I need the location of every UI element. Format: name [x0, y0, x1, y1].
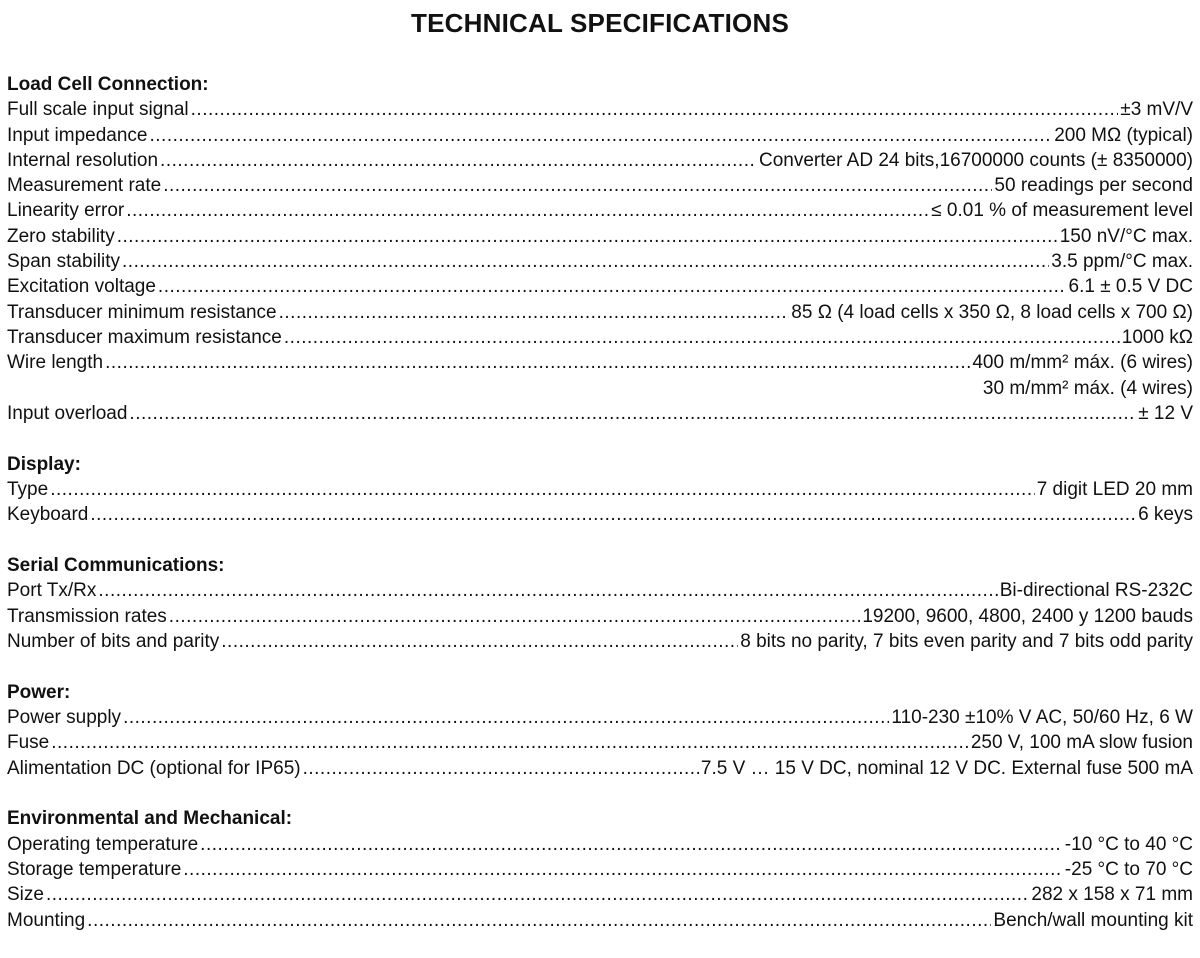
dot-leader	[105, 350, 970, 375]
spec-label: Span stability	[7, 251, 121, 273]
spec-value: 6 keys	[1138, 504, 1193, 526]
spec-label: Input overload	[7, 402, 128, 424]
section-heading: Environmental and Mechanical:	[7, 808, 293, 830]
dot-leader	[284, 325, 1120, 350]
spec-label: Keyboard	[7, 504, 89, 526]
spec-row-size	[7, 882, 1193, 907]
section-display	[7, 452, 1193, 528]
spec-value: Converter AD 24 bits,16700000 counts (± 8350000)	[759, 149, 1193, 171]
spec-value: 400 m/mm² máx. (6 wires)	[972, 352, 1193, 374]
spec-label: Mounting	[7, 909, 86, 931]
spec-value: 150 nV/°C max.	[1059, 225, 1193, 247]
spec-value: 1000 kΩ	[1121, 326, 1193, 348]
spec-content	[7, 72, 1193, 958]
spec-row-input-impedance	[7, 123, 1193, 148]
spec-row-internal-resolution	[7, 148, 1193, 173]
dot-leader	[279, 300, 790, 325]
spec-row-power-supply	[7, 705, 1193, 730]
spec-label: Number of bits and parity	[7, 630, 220, 652]
spec-value: 7.5 V … 15 V DC, nominal 12 V DC. External fuse 500 mA	[700, 757, 1193, 779]
dot-leader	[158, 274, 1067, 299]
dot-leader	[303, 756, 699, 781]
spec-label: Storage temperature	[7, 859, 182, 881]
spec-row-excitation-voltage	[7, 274, 1193, 299]
spec-value: 50 readings per second	[994, 175, 1193, 197]
spec-value: 19200, 9600, 4800, 2400 y 1200 bauds	[862, 605, 1193, 627]
spec-row-full-scale-input-signal	[7, 97, 1193, 122]
section-heading: Load Cell Connection:	[7, 74, 209, 95]
spec-label: Operating temperature	[7, 833, 199, 855]
spec-row-storage-temperature	[7, 857, 1193, 882]
spec-label: Linearity error	[7, 200, 125, 222]
spec-value: ±3 mV/V	[1120, 99, 1193, 121]
dot-leader	[129, 401, 1136, 426]
section-heading: Display:	[7, 453, 81, 475]
spec-label: Wire length	[7, 352, 104, 374]
spec-label: Size	[7, 884, 44, 906]
spec-value: 7 digit LED 20 mm	[1036, 478, 1193, 500]
section-environmental-mechanical	[7, 806, 1193, 932]
dot-leader	[90, 502, 1136, 527]
dot-leader	[122, 249, 1049, 274]
dot-leader	[46, 882, 1029, 907]
spec-value: -10 °C to 40 °C	[1064, 833, 1193, 855]
spec-row-keyboard	[7, 502, 1193, 527]
spec-value: 3.5 ppm/°C max.	[1051, 251, 1193, 273]
spec-label: Transmission rates	[7, 605, 167, 627]
spec-value: Bench/wall mounting kit	[993, 909, 1193, 931]
dot-leader	[150, 123, 1053, 148]
spec-row-measurement-rate	[7, 173, 1193, 198]
spec-label: Power supply	[7, 707, 122, 729]
section-heading: Serial Communications:	[7, 555, 225, 577]
spec-label: Measurement rate	[7, 175, 162, 197]
spec-value: 30 m/mm² máx. (4 wires)	[982, 377, 1193, 399]
dot-leader	[50, 477, 1035, 502]
dot-leader	[200, 832, 1063, 857]
spec-row-input-overload	[7, 401, 1193, 426]
spec-row-transmission-rates	[7, 604, 1193, 629]
spec-value: 8 bits no parity, 7 bits even parity and 7 bits odd parity	[740, 630, 1193, 652]
spec-row-linearity-error	[7, 198, 1193, 223]
spec-label: Full scale input signal	[7, 99, 189, 121]
spec-value: Bi-directional RS-232C	[999, 580, 1193, 602]
dot-leader	[51, 730, 969, 755]
dot-leader	[183, 857, 1063, 882]
spec-value: 85 Ω (4 load cells x 350 Ω, 8 load cells x 700 Ω)	[791, 301, 1193, 323]
dot-leader	[169, 604, 861, 629]
dot-leader	[191, 97, 1119, 122]
spec-row-wire-length	[7, 350, 1193, 375]
dot-leader	[87, 908, 991, 933]
section-load-cell-connection	[7, 72, 1193, 426]
dot-leader	[163, 173, 992, 198]
spec-label: Excitation voltage	[7, 276, 156, 298]
spec-label: Type	[7, 478, 49, 500]
dot-leader	[126, 198, 929, 223]
dot-leader	[123, 705, 889, 730]
spec-row-zero-stability	[7, 224, 1193, 249]
spec-value: 6.1 ± 0.5 V DC	[1068, 276, 1193, 298]
spec-value: 282 x 158 x 71 mm	[1031, 884, 1193, 906]
spec-value: 110-230 ±10% V AC, 50/60 Hz, 6 W	[891, 707, 1193, 729]
spec-row-transducer-minimum-resistance	[7, 300, 1193, 325]
spec-label: Port Tx/Rx	[7, 580, 97, 602]
section-heading: Power:	[7, 681, 71, 703]
spec-row-wire-length-continuation	[7, 376, 1193, 401]
spec-label: Transducer maximum resistance	[7, 326, 282, 348]
section-serial-communications	[7, 553, 1193, 654]
spec-label: Transducer minimum resistance	[7, 301, 277, 323]
spec-label: Internal resolution	[7, 149, 159, 171]
section-power	[7, 680, 1193, 781]
page-title: TECHNICAL SPECIFICATIONS	[411, 8, 789, 38]
spec-label: Input impedance	[7, 124, 148, 146]
spec-row-operating-temperature	[7, 832, 1193, 857]
spec-row-fuse	[7, 730, 1193, 755]
spec-label: Alimentation DC (optional for IP65)	[7, 757, 301, 779]
spec-value: 200 MΩ (typical)	[1054, 124, 1193, 146]
spec-value: 250 V, 100 mA slow fusion	[970, 732, 1193, 754]
dot-leader	[221, 629, 738, 654]
spec-row-transducer-maximum-resistance	[7, 325, 1193, 350]
spec-label: Zero stability	[7, 225, 115, 247]
dot-leader	[98, 578, 997, 603]
spec-row-port-tx-rx	[7, 578, 1193, 603]
spec-row-type	[7, 477, 1193, 502]
dot-leader	[160, 148, 757, 173]
spec-row-mounting	[7, 908, 1193, 933]
dot-leader	[117, 224, 1058, 249]
spec-row-bits-and-parity	[7, 629, 1193, 654]
spec-value: ≤ 0.01 % of measurement level	[931, 200, 1193, 222]
spec-row-alimentation-dc	[7, 756, 1193, 781]
spec-value: -25 °C to 70 °C	[1064, 859, 1193, 881]
spec-row-span-stability	[7, 249, 1193, 274]
spec-label: Fuse	[7, 732, 50, 754]
spec-value: ± 12 V	[1138, 402, 1193, 424]
